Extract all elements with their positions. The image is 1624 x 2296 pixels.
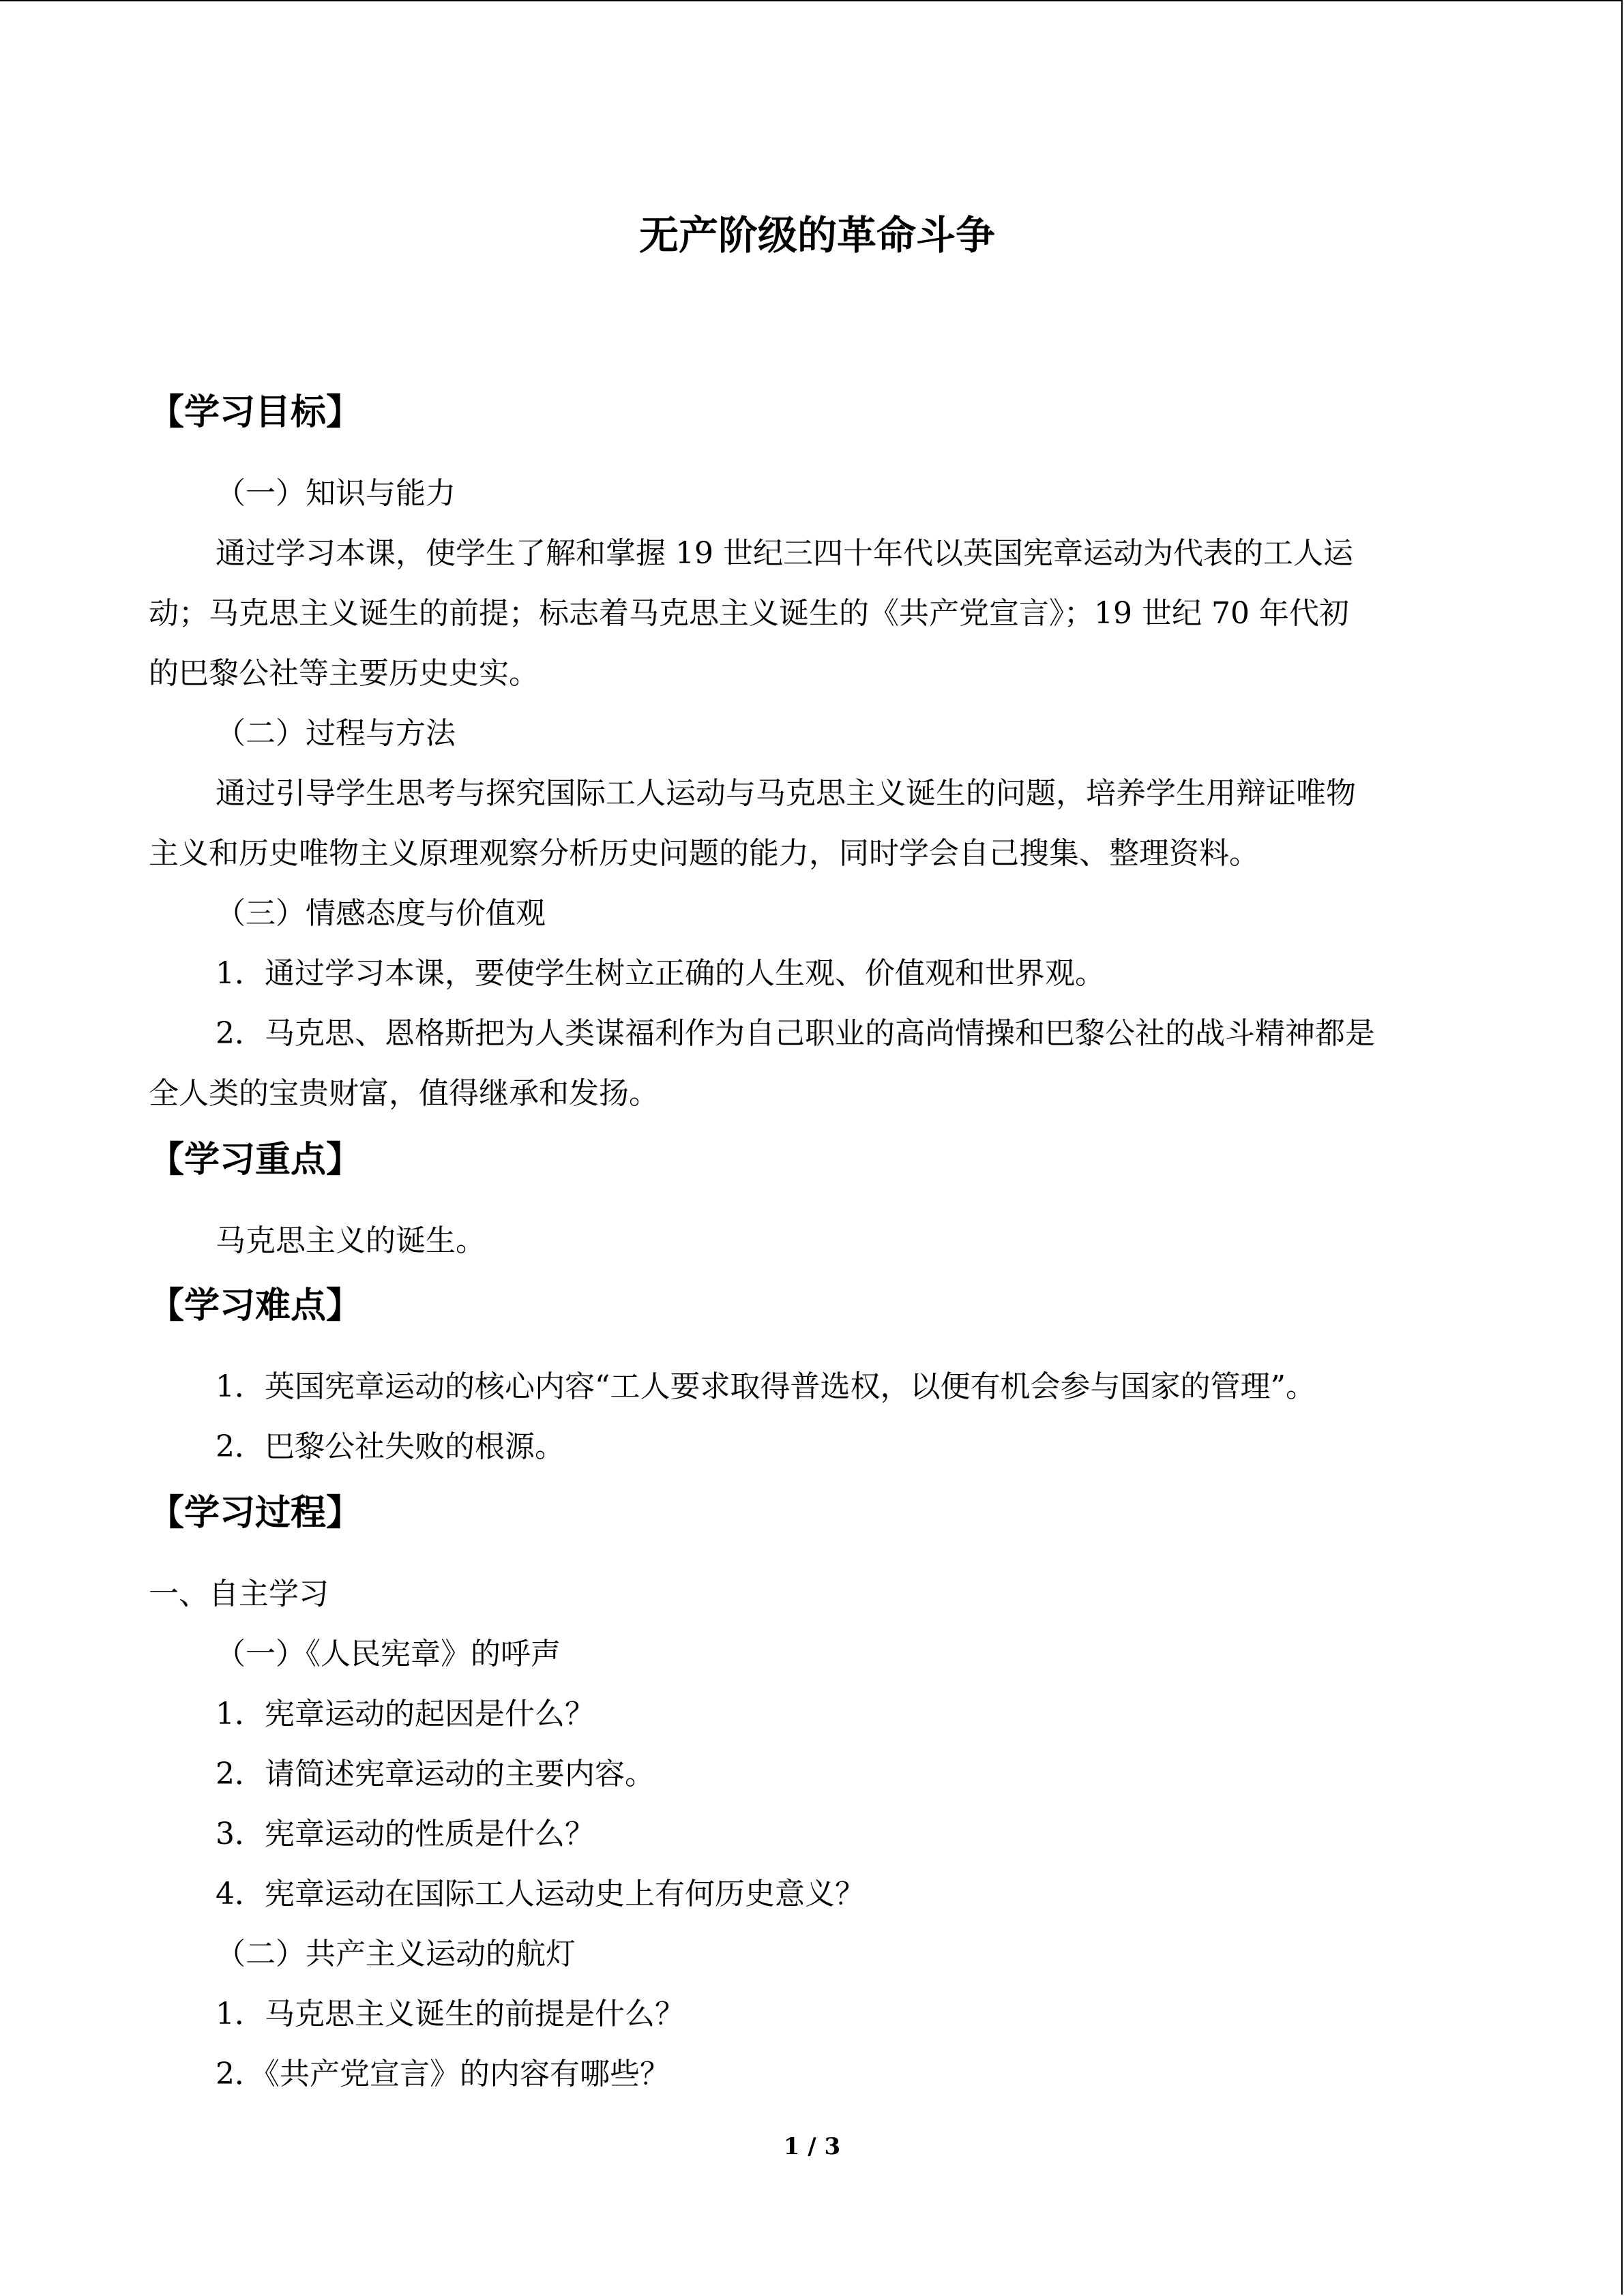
subheading-communism: （二）共产主义运动的航灯 [216, 1937, 576, 1971]
heading-objectives: 【学习目标】 [149, 392, 362, 433]
heading-difficulties: 【学习难点】 [149, 1285, 362, 1326]
paragraph-line: 通过学习本课，使学生了解和掌握 19 世纪三四十年代以英国宪章运动为代表的工人运 [216, 536, 1353, 571]
paragraph-line: 主义和历史唯物主义原理观察分析历史问题的能力，同时学会自己搜集、整理资料。 [149, 836, 1259, 871]
subheading-charter: （一）《人民宪章》的呼声 [216, 1637, 561, 1671]
question-item: 4．宪章运动在国际工人运动史上有何历史意义？ [216, 1877, 865, 1911]
heading-process: 【学习过程】 [149, 1493, 362, 1534]
list-item: 1．通过学习本课，要使学生树立正确的人生观、价值观和世界观。 [216, 956, 1105, 991]
list-item: 2．巴黎公社失败的根源。 [216, 1429, 565, 1464]
subheading-process-method: （二）过程与方法 [216, 716, 456, 751]
part-heading: 一、自主学习 [149, 1577, 329, 1611]
paragraph-line: 全人类的宝贵财富，值得继承和发扬。 [149, 1076, 659, 1111]
paragraph-line: 的巴黎公社等主要历史史实。 [149, 656, 539, 691]
question-item: 2．请简述宪章运动的主要内容。 [216, 1757, 655, 1791]
question-item: 1．马克思主义诞生的前提是什么？ [216, 1997, 685, 2031]
paragraph-line: 通过引导学生思考与探究国际工人运动与马克思主义诞生的问题，培养学生用辩证唯物 [216, 776, 1356, 811]
list-item: 1．英国宪章运动的核心内容“工人要求取得普选权，以便有机会参与国家的管理”。 [216, 1369, 1316, 1404]
subheading-knowledge: （一）知识与能力 [216, 476, 456, 511]
heading-key-points: 【学习重点】 [149, 1139, 362, 1180]
subheading-values: （三）情感态度与价值观 [216, 896, 546, 931]
key-point-text: 马克思主义的诞生。 [216, 1223, 486, 1258]
question-item: 2．《共产党宣言》的内容有哪些？ [216, 2057, 670, 2091]
page-number: 1 / 3 [783, 2133, 841, 2160]
document-title: 无产阶级的革命斗争 [638, 212, 995, 258]
paragraph-line: 动；马克思主义诞生的前提；标志着马克思主义诞生的《共产党宣言》；19 世纪 70 年代初 [149, 596, 1349, 631]
question-item: 1．宪章运动的起因是什么？ [216, 1697, 595, 1731]
question-item: 3．宪章运动的性质是什么？ [216, 1817, 595, 1851]
list-item: 2．马克思、恩格斯把为人类谋福利作为自己职业的高尚情操和巴黎公社的战斗精神都是 [216, 1016, 1375, 1051]
